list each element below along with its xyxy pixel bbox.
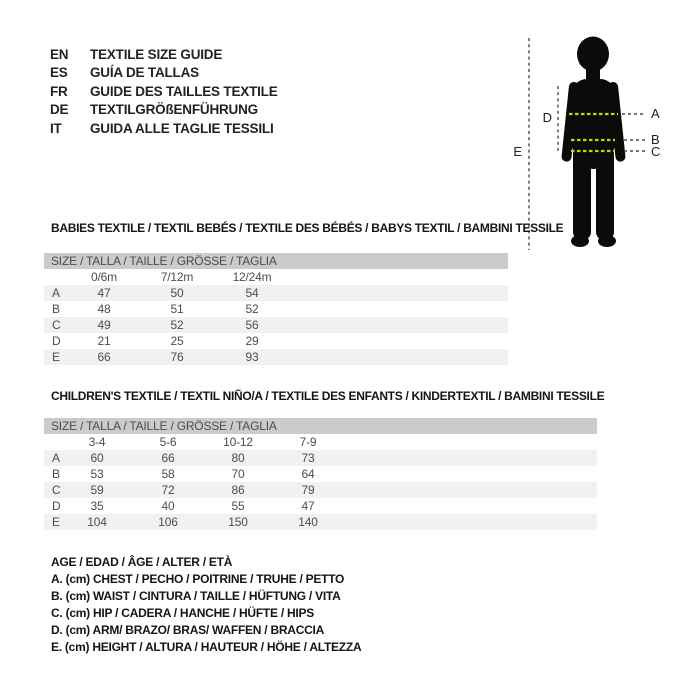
column-header: 7/12m (160, 270, 194, 284)
table-cell: 54 (245, 286, 259, 300)
table-cell: 80 (231, 451, 245, 465)
table-cell: 104 (87, 515, 107, 529)
babies-size-table (44, 253, 508, 365)
legend-line-chest: A. (cm) CHEST / PECHO / POITRINE / TRUHE / PETTO (51, 572, 345, 586)
row-label: A (52, 451, 60, 465)
row-label: D (52, 499, 61, 513)
table-row-e (44, 349, 508, 365)
label-waist-b: B (651, 132, 660, 147)
empty-cell (44, 269, 64, 285)
table-cell: 35 (90, 499, 104, 513)
size-header-bar: SIZE / TALLA / TAILLE / GRÖSSE / TAGLIA (44, 418, 597, 434)
column-header: 0/6m (91, 270, 117, 284)
table-cell: 60 (90, 451, 104, 465)
language-title: GUIDE DES TAILLES TEXTILE (90, 83, 278, 99)
table-row-d (44, 333, 508, 349)
table-row-a (44, 450, 597, 466)
column-header: 5-6 (159, 435, 177, 449)
table-row-a (44, 285, 508, 301)
column-header: 10-12 (223, 435, 253, 449)
table-cell: 55 (231, 499, 245, 513)
label-height-e: E (513, 144, 522, 159)
child-silhouette (561, 37, 626, 248)
table-cell: 66 (97, 350, 111, 364)
language-code: EN (50, 46, 69, 62)
table-cell: 53 (90, 467, 104, 481)
table-cell: 64 (301, 467, 315, 481)
table-cell: 73 (301, 451, 315, 465)
language-code: FR (50, 83, 68, 99)
language-title-list (50, 45, 278, 138)
language-title: GUÍA DE TALLAS (90, 65, 199, 81)
language-row-it (50, 119, 278, 138)
table-cell: 79 (301, 483, 315, 497)
table-cell: 140 (298, 515, 318, 529)
table-cell: 72 (161, 483, 175, 497)
label-chest-a: A (651, 106, 660, 121)
language-title: TEXTILGRÖßENFÜHRUNG (90, 102, 258, 118)
table-cell: 21 (97, 334, 111, 348)
table-cell: 40 (161, 499, 175, 513)
column-header-row (44, 269, 508, 285)
language-code: ES (50, 65, 68, 81)
table-cell: 56 (245, 318, 259, 332)
table-cell: 52 (245, 302, 259, 316)
language-row-de (50, 101, 278, 120)
label-arm-d: D (542, 110, 552, 125)
empty-cell (44, 434, 64, 450)
table-cell: 150 (228, 515, 248, 529)
column-header: 12/24m (232, 270, 272, 284)
row-label: A (52, 286, 60, 300)
table-row-c (44, 482, 597, 498)
size-header-bar: SIZE / TALLA / TAILLE / GRÖSSE / TAGLIA (44, 253, 508, 269)
table-cell: 66 (161, 451, 175, 465)
table-cell: 58 (161, 467, 175, 481)
table-cell: 93 (245, 350, 259, 364)
table-cell: 76 (170, 350, 184, 364)
babies-section-title: BABIES TEXTILE / TEXTIL BEBÉS / TEXTILE DES BÉBÉS / BABYS TEXTIL / BAMBINI TESSILE (51, 221, 564, 235)
table-cell: 47 (97, 286, 111, 300)
row-label: E (52, 350, 60, 364)
table-row-b (44, 466, 597, 482)
language-title: GUIDA ALLE TAGLIE TESSILI (90, 120, 274, 136)
column-header: 3-4 (88, 435, 106, 449)
column-header-row (44, 434, 597, 450)
table-cell: 50 (170, 286, 184, 300)
table-cell: 86 (231, 483, 245, 497)
language-title: TEXTILE SIZE GUIDE (90, 46, 223, 62)
table-row-c (44, 317, 508, 333)
language-row-es (50, 64, 278, 83)
measurement-legend (51, 554, 361, 656)
legend-line-age: AGE / EDAD / ÂGE / ALTER / ETÀ (51, 555, 233, 569)
table-cell: 106 (158, 515, 178, 529)
table-cell: 70 (231, 467, 245, 481)
row-label: B (52, 302, 60, 316)
children-section-title: CHILDREN'S TEXTILE / TEXTIL NIÑO/A / TEXTILE DES ENFANTS / KINDERTEXTIL / BAMBINI TESSILE (51, 389, 605, 403)
row-label: D (52, 334, 61, 348)
table-cell: 49 (97, 318, 111, 332)
language-row-fr (50, 82, 278, 101)
child-silhouette-diagram (505, 20, 700, 255)
row-label: C (52, 483, 61, 497)
column-header: 7-9 (299, 435, 317, 449)
table-cell: 59 (90, 483, 104, 497)
language-code: IT (50, 120, 62, 136)
row-label: E (52, 515, 60, 529)
table-row-d (44, 498, 597, 514)
table-cell: 25 (170, 334, 184, 348)
language-row-en (50, 45, 278, 64)
row-label: C (52, 318, 61, 332)
table-row-b (44, 301, 508, 317)
row-label: B (52, 467, 60, 481)
legend-line-hip: C. (cm) HIP / CADERA / HANCHE / HÜFTE / HIPS (51, 606, 315, 620)
table-cell: 52 (170, 318, 184, 332)
table-cell: 48 (97, 302, 111, 316)
label-hip-c: C (651, 144, 661, 159)
children-size-table (44, 418, 597, 530)
table-row-e (44, 514, 597, 530)
table-cell: 51 (170, 302, 184, 316)
legend-line-arm: D. (cm) ARM/ BRAZO/ BRAS/ WAFFEN / BRACCIA (51, 623, 325, 637)
table-cell: 29 (245, 334, 259, 348)
legend-line-height: E. (cm) HEIGHT / ALTURA / HAUTEUR / HÖHE / ALTEZZA (51, 640, 362, 654)
table-cell: 47 (301, 499, 315, 513)
language-code: DE (50, 102, 69, 118)
legend-line-waist: B. (cm) WAIST / CINTURA / TAILLE / HÜFTUNG / VITA (51, 589, 341, 603)
